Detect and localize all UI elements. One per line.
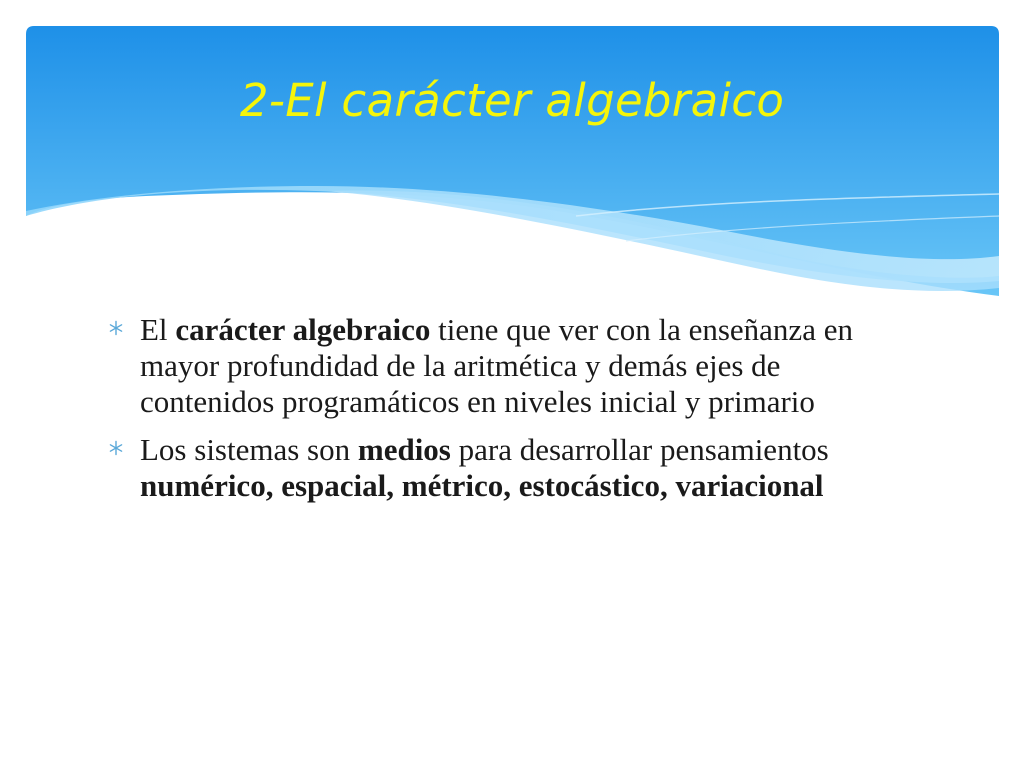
bullet-segment: tiene que ver con la enseñanza en mayor profundidad de la aritmética y demás ejes de contenidos programáticos en niveles inicial y primario [140,312,853,419]
bullet-text [140,432,829,503]
bullet-item [104,312,904,420]
asterisk-icon [108,320,124,336]
asterisk-icon [108,440,124,456]
header-banner [26,26,999,296]
bullet-segment-bold: numérico, espacial, métrico, estocástico, variacional [140,468,824,503]
bullet-item [104,432,904,504]
wave-background [26,26,999,296]
bullet-segment: para desarrollar pensamientos [450,432,829,467]
bullet-segment: Los sistemas son [140,432,358,467]
slide-title: 2-El carácter algebraico [239,74,785,127]
bullet-text [140,312,853,419]
bullet-segment-bold: carácter algebraico [175,312,431,347]
bullet-segment: El [140,312,176,347]
bullet-list [104,312,904,516]
bullet-segment-bold: medios [357,432,451,467]
